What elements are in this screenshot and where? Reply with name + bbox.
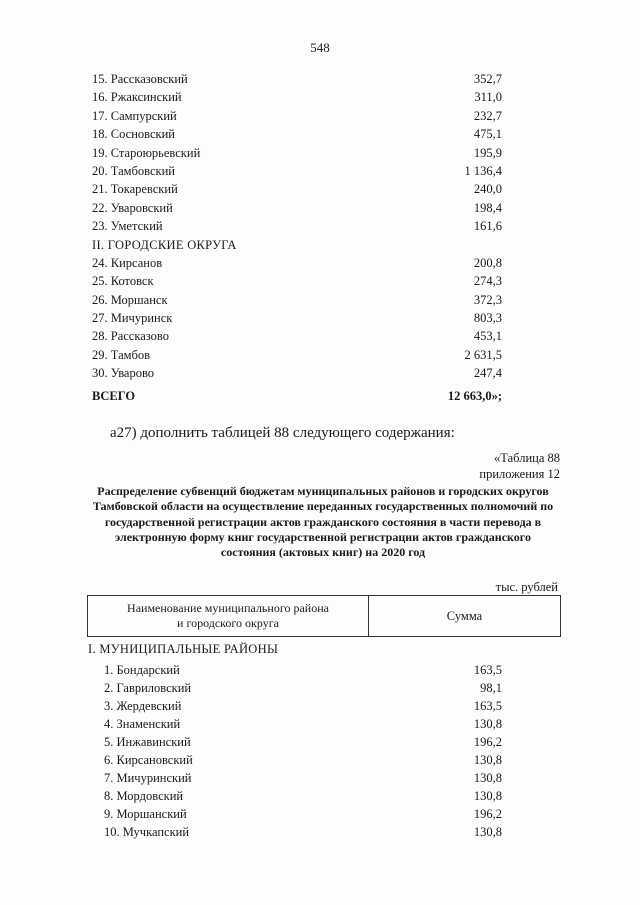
table-row	[92, 769, 502, 787]
table-row	[92, 291, 502, 309]
row-name: 26. Моршанск	[92, 292, 168, 307]
section-heading-city-districts: II. ГОРОДСКИЕ ОКРУГА	[92, 237, 237, 252]
list1	[92, 70, 502, 236]
row-name: 3. Жердевский	[104, 699, 182, 714]
row-name: 20. Тамбовский	[92, 163, 175, 178]
row-name: 8. Мордовский	[104, 789, 184, 804]
row-name: 1. Бондарский	[104, 663, 180, 678]
page-number: 548	[310, 40, 330, 55]
table-row	[92, 125, 502, 143]
table-row	[92, 254, 502, 272]
table-row	[92, 180, 502, 198]
row-value: 130,8	[473, 753, 502, 768]
row-name: 2. Гавриловский	[104, 681, 192, 696]
row-name: 5. Инжавинский	[104, 735, 191, 750]
table-row	[92, 715, 502, 733]
table-row	[92, 364, 502, 382]
unit-label: тыс. рублей	[495, 580, 558, 594]
row-value: 196,2	[473, 735, 502, 750]
row-name: 19. Староюрьевский	[92, 145, 201, 160]
list2	[92, 254, 502, 383]
row-value: 196,2	[473, 807, 502, 822]
row-value: 163,5	[473, 663, 502, 678]
table-reference	[400, 450, 560, 482]
row-name: 17. Сампурский	[92, 108, 177, 123]
table-title: Распределение субвенций бюджетам муниципальных районов и городских округов Тамбовской области на осуществление переданных государственных полномочий по государственной регистрации актов гражданского состояния в части перевода в электронную форму книг государственной регистрации актов гражданского состояния (актовых книг) на 2020 год	[92, 484, 554, 560]
total-row	[92, 387, 502, 405]
table-row	[92, 327, 502, 345]
row-value: 130,8	[473, 789, 502, 804]
row-value: 311,0	[474, 90, 502, 105]
table-row	[92, 733, 502, 751]
row-value: 195,9	[473, 145, 502, 160]
table-row	[92, 309, 502, 327]
row-name: 29. Тамбов	[92, 347, 151, 362]
table-number: «Таблица 88	[494, 451, 560, 465]
row-value: 2 631,5	[464, 347, 502, 362]
row-name: 16. Ржаксинский	[92, 90, 182, 105]
row-name: 23. Уметский	[92, 219, 163, 234]
row-value: 372,3	[473, 292, 502, 307]
table-row	[92, 70, 502, 88]
table-row	[92, 162, 502, 180]
appendix-number: приложения 12	[479, 467, 560, 481]
total-label: ВСЕГО	[92, 388, 136, 403]
section-heading-municipal-districts: I. МУНИЦИПАЛЬНЫЕ РАЙОНЫ	[88, 642, 279, 656]
table-row	[92, 805, 502, 823]
row-value: 453,1	[473, 329, 502, 344]
row-name: 22. Уваровский	[92, 200, 173, 215]
table-row	[92, 679, 502, 697]
table-row	[92, 88, 502, 106]
row-value: 352,7	[473, 72, 502, 86]
table-header	[87, 595, 561, 637]
row-name: 25. Котовск	[92, 274, 154, 289]
header-name-line1: Наименование муниципального района	[127, 601, 329, 615]
row-name: 27. Мичуринск	[92, 311, 173, 326]
table-row	[92, 107, 502, 125]
row-value: 274,3	[473, 274, 502, 289]
row-value: 161,6	[473, 219, 502, 234]
row-value: 198,4	[473, 200, 502, 215]
row-name: 9. Моршанский	[104, 807, 187, 822]
table-88-body	[88, 640, 502, 841]
row-value: 98,1	[480, 681, 502, 696]
row-name: 10. Мучкапский	[104, 825, 190, 840]
table-row	[92, 144, 502, 162]
row-name: 28. Рассказово	[92, 329, 169, 344]
row-name: 18. Сосновский	[92, 127, 175, 142]
row-value: 130,8	[473, 771, 502, 786]
row-name: 7. Мичуринский	[104, 771, 192, 786]
table-row	[92, 751, 502, 769]
header-name-line2: и городского округа	[177, 616, 279, 630]
row-value: 240,0	[473, 182, 502, 197]
row-name: 30. Уварово	[92, 366, 155, 381]
row-name: 21. Токаревский	[92, 182, 178, 197]
header-sum-column: Сумма	[446, 608, 483, 623]
header-name-column	[88, 596, 369, 636]
row-value: 163,5	[473, 699, 502, 714]
row-value: 803,3	[473, 311, 502, 326]
row-value: 247,4	[473, 366, 502, 381]
row-value: 1 136,4	[464, 163, 502, 178]
table-row	[92, 787, 502, 805]
table-row	[92, 661, 502, 679]
table-row	[92, 272, 502, 290]
row-value: 200,8	[473, 255, 502, 270]
table-row	[92, 697, 502, 715]
amendment-text: а27) дополнить таблицей 88 следующего содержания:	[110, 425, 455, 441]
row-name: 24. Кирсанов	[92, 255, 163, 270]
row-value: 232,7	[473, 108, 502, 123]
table-row	[92, 823, 502, 841]
row-value: 475,1	[473, 127, 502, 142]
row-name: 6. Кирсановский	[104, 753, 193, 768]
row-value: 130,8	[473, 825, 502, 840]
table-row	[92, 217, 502, 235]
row-name: 15. Рассказовский	[92, 72, 188, 86]
table-row	[92, 346, 502, 364]
table-row	[92, 199, 502, 217]
row-value: 130,8	[473, 717, 502, 732]
total-value: 12 663,0»;	[447, 388, 502, 403]
row-name: 4. Знаменский	[104, 717, 181, 732]
table-87-continuation	[92, 70, 502, 405]
